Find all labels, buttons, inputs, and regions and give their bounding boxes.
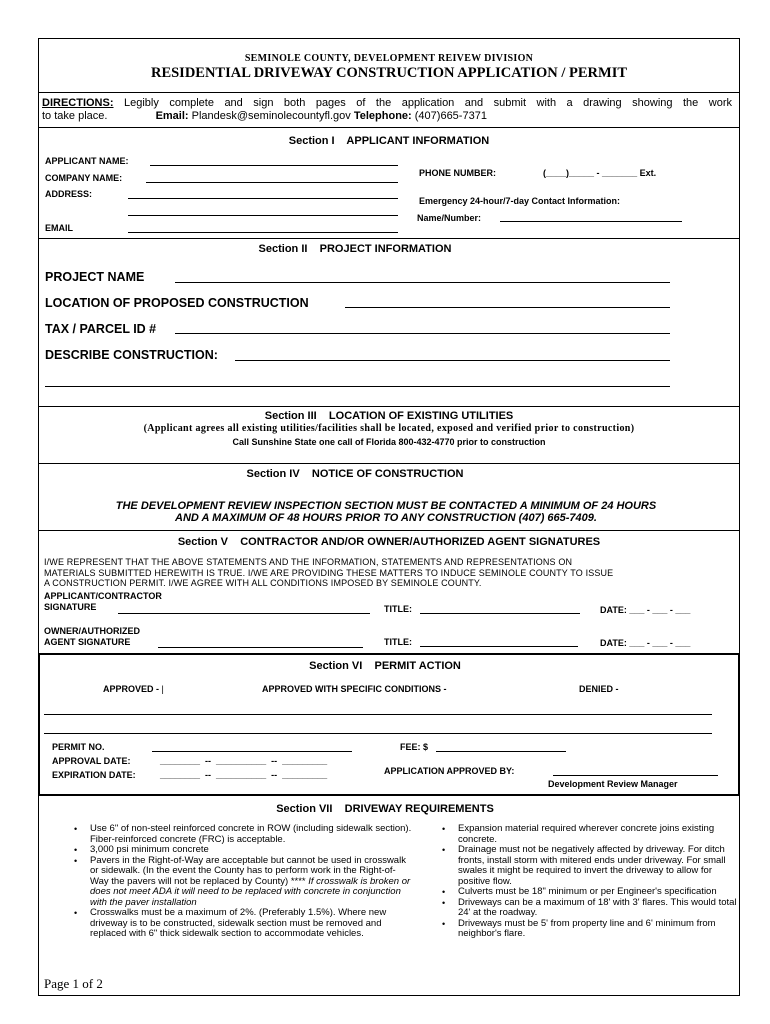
approved-label: APPROVED - | [103, 684, 164, 694]
permit-no-field[interactable] [152, 751, 352, 752]
location-field[interactable] [345, 307, 670, 308]
permit-no-label: PERMIT NO. [52, 742, 105, 752]
email-label: Email: [155, 110, 189, 122]
denied-label: DENIED - [579, 684, 619, 694]
list-item: • Culverts must be 18" minimum or per Engineer's specification [458, 887, 740, 898]
tax-parcel-label: TAX / PARCEL ID # [45, 322, 157, 336]
sunshine-call-note: Call Sunshine State one call of Florida 800-432-4770 prior to construction [232, 437, 546, 447]
phone-number-label: PHONE NUMBER: [419, 168, 497, 178]
contractor-title-label: TITLE: [384, 604, 412, 614]
divider [38, 406, 740, 407]
statement-line-3: A CONSTRUCTION PERMIT. I/WE AGREE WITH ALL CONDITIONS IMPOSED BY SEMINOLE COUNTY. [44, 578, 482, 588]
owner-signature-field[interactable] [158, 647, 363, 648]
name-number-label: Name/Number: [417, 213, 482, 223]
email-field[interactable] [128, 232, 398, 233]
fee-label: FEE: $ [400, 742, 429, 752]
requirements-right-list [444, 824, 740, 940]
section2-title: Section II PROJECT INFORMATION [258, 243, 452, 255]
contractor-title-field[interactable] [420, 613, 580, 614]
conditions-line-1[interactable] [44, 714, 712, 715]
fee-field[interactable] [436, 751, 566, 752]
divider [38, 238, 740, 239]
approved-by-label: APPLICATION APPROVED BY: [384, 766, 515, 776]
owner-signature-label [44, 626, 140, 647]
notice-line-1: THE DEVELOPMENT REVIEW INSPECTION SECTION MUST BE CONTACTED A MINIMUM OF 24 HOURS [115, 500, 657, 512]
owner-title-field[interactable] [420, 646, 578, 647]
company-name-label: COMPANY NAME: [45, 173, 123, 183]
applicant-name-field[interactable] [150, 165, 398, 166]
list-item: • Crosswalks must be a maximum of 2%. (Preferably 1.5%). Where new driveway is to be constructed, sidewalk section must be removed and replaced with 6" thick sidewalk section to accommodate vehicles. [90, 908, 412, 940]
describe-field-1[interactable] [235, 360, 670, 361]
directions-label: DIRECTIONS: [42, 97, 114, 109]
expiration-date-field[interactable]: ________ -- __________ -- _________ [160, 770, 328, 780]
owner-label-2: AGENT SIGNATURE [44, 636, 131, 647]
page-number: Page 1 of 2 [44, 976, 103, 991]
email-field-label: EMAIL [45, 223, 73, 233]
contractor-label-1: APPLICANT/CONTRACTOR [44, 591, 162, 601]
divider [38, 92, 740, 93]
approved-text: APPROVED - [103, 684, 162, 694]
division-heading: SEMINOLE COUNTY, DEVELOPMENT REIVEW DIVISION [244, 53, 534, 64]
list-item-italic: If crosswalk is broken or does not meet ADA it will need to be replaced with concrete in conjunction with the paver installation [90, 875, 411, 908]
form-title: RESIDENTIAL DRIVEWAY CONSTRUCTION APPLICATION / PERMIT [150, 65, 628, 81]
project-name-field[interactable] [175, 282, 670, 283]
divider [38, 530, 740, 531]
emergency-label: Emergency 24-hour/7-day Contact Information: [419, 196, 621, 206]
directions [42, 97, 732, 109]
requirements-left-list [76, 824, 412, 940]
expiration-date-label: EXPIRATION DATE: [52, 770, 136, 780]
owner-title-label: TITLE: [384, 637, 412, 647]
list-item: • Driveways must be 5' from property line and 6' minimum from neighbor's flare. [458, 919, 740, 940]
directions-text: Legibly complete and sign both pages of the application and submit with a drawing showing the work [123, 97, 732, 109]
list-item: • Expansion material required wherever concrete joins existing concrete. [458, 824, 740, 845]
approved-by-field[interactable] [553, 775, 718, 776]
list-item-text: Pavers in the Right-of-Way are acceptable but cannot be used in crosswalk or sidewalk. (In the event the County has to perform work in the Right-of-Way the pavers will not be replaced by County) **** [90, 854, 406, 887]
project-name-label: PROJECT NAME [45, 270, 145, 284]
address-field-1[interactable] [128, 198, 398, 199]
contractor-signature-field[interactable] [118, 613, 370, 614]
approval-date-label: APPROVAL DATE: [52, 756, 131, 766]
email-value[interactable]: Plandesk@seminolecountyfl.gov [191, 110, 351, 122]
address-field-2[interactable] [128, 215, 398, 216]
conditions-line-2[interactable] [44, 733, 712, 734]
owner-date-field[interactable]: DATE: ___ - ___ - ___ [600, 638, 691, 648]
owner-label-1: OWNER/AUTHORIZED [44, 626, 140, 636]
approved-conditions-label: APPROVED WITH SPECIFIC CONDITIONS - [262, 684, 447, 694]
utilities-agreement: (Applicant agrees all existing utilities/facilities shall be located, exposed and verified prior to construction) [143, 423, 635, 434]
contractor-date-field[interactable]: DATE: ___ - ___ - ___ [600, 605, 691, 615]
list-item [90, 856, 412, 909]
phone-number-field[interactable]: (____)_____ - _______ Ext. [543, 168, 657, 178]
representation-statement [44, 557, 732, 589]
directions-text2: to take place. [42, 110, 108, 122]
name-number-field[interactable] [500, 221, 682, 222]
telephone-label: Telephone: [353, 110, 412, 122]
describe-field-2[interactable] [45, 386, 670, 387]
section7-title: Section VII DRIVEWAY REQUIREMENTS [276, 803, 494, 815]
section1-title: Section I APPLICANT INFORMATION [288, 135, 490, 147]
directions-line2 [42, 110, 487, 122]
section5-title: Section V CONTRACTOR AND/OR OWNER/AUTHORIZED AGENT SIGNATURES [177, 536, 601, 548]
statement-line-1: I/WE REPRESENT THAT THE ABOVE STATEMENTS AND THE INFORMATION, STATEMENTS AND REPRESENTATIONS ON [44, 557, 573, 567]
contractor-label-2: SIGNATURE [44, 601, 97, 612]
divider [38, 463, 740, 464]
describe-label: DESCRIBE CONSTRUCTION: [45, 348, 218, 362]
notice-line-2: AND A MAXIMUM OF 48 HOURS PRIOR TO ANY CONSTRUCTION (407) 665-7409. [175, 512, 597, 524]
telephone-value: (407)665-7371 [414, 110, 487, 122]
list-item: • Drainage must not be negatively affected by driveway. For ditch fronts, install storm with mitered ends under driveway. For small swales it might be required to invert the driveway to allow for positive flow. [458, 845, 740, 887]
section4-title: Section IV NOTICE OF CONSTRUCTION [246, 468, 464, 480]
section3-title: Section III LOCATION OF EXISTING UTILITIES [264, 410, 514, 422]
divider [38, 127, 740, 128]
company-name-field[interactable] [146, 182, 398, 183]
list-item: • Use 6" of non-steel reinforced concrete in ROW (including sidewalk section). Fiber-reinforced concrete (FRC) is acceptable. [90, 824, 412, 845]
approval-date-field[interactable]: ________ -- __________ -- _________ [160, 756, 328, 766]
manager-caption: Development Review Manager [548, 779, 678, 789]
address-label: ADDRESS: [45, 189, 93, 199]
location-label: LOCATION OF PROPOSED CONSTRUCTION [45, 296, 309, 310]
list-item: • 3,000 psi minimum concrete [90, 845, 412, 856]
list-item: • Driveways can be a maximum of 18' with 3' flares. This would total 24' at the roadway. [458, 898, 740, 919]
contractor-signature-label [44, 591, 162, 612]
section6-title: Section VI PERMIT ACTION [309, 660, 461, 672]
applicant-name-label: APPLICANT NAME: [45, 156, 129, 166]
statement-line-2: MATERIALS SUBMITTED HEREWITH IS TRUE. I/WE ARE PROVIDING THESE MATTERS TO INDUCE SEMINOLE COUNTY TO ISSUE [44, 567, 614, 578]
tax-parcel-field[interactable] [175, 333, 670, 334]
